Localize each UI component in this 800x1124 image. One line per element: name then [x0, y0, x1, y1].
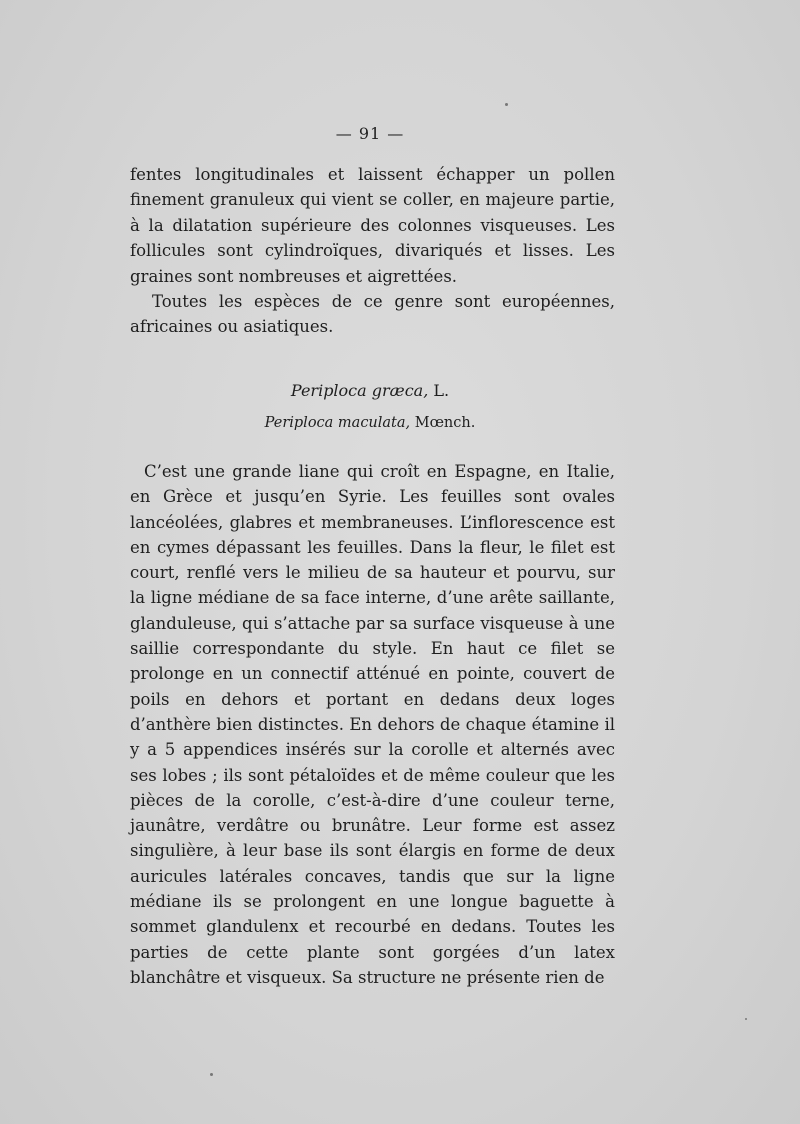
paper-speck: [745, 1018, 747, 1020]
species-author: L.: [433, 381, 450, 400]
paper-speck: [210, 1073, 213, 1076]
paper-speck: [505, 103, 508, 106]
paragraph-description: C’est une grande liane qui croît en Espagne, en Italie, en Grèce et jusqu’en Syrie. Les feuilles sont ovales lancéolées, glabres et membraneuses. L’inflorescence est en cymes dépassant les feuilles. Dans la fleur, le filet est court, renflé vers le milieu de sa hauteur et pourvu, sur la ligne médiane de sa face interne, d’une arête saillante, glanduleuse, qui s’attache par sa surface visqueuse à une saillie correspondante du style. En haut ce filet se prolonge en un connectif atténué en pointe, couvert de poils en dehors et portant en dedans deux loges d’anthère bien distinctes. En dehors de chaque étamine il y a 5 appendices insérés sur la corolle et alternés avec ses lobes ; ils sont pétaloïdes et de même couleur que les pièces de la corolle, c’est-à-dire d’une couleur terne, jaunâtre, verdâtre ou brunâtre. Leur forme est assez singulière, à leur base ils sont élargis en forme de deux auricules latérales concaves, tandis que sur la ligne médiane ils se prolongent en une longue baguette à sommet glandulenx et recourbé en dedans. Toutes les parties de cette plante sont gorgées d’un latex blanchâtre et visqueux. Sa structure ne présente rien de: [130, 462, 615, 987]
paragraph-follicles: fentes longitudinales et laissent échapper un pollen finement granuleux qui vient se coller, en majeure partie, à la dilatation supérieure des colonnes visqueuses. Les follicules sont cylindroïques, divariqués et lisses. Les graines sont nombreuses et aigrettées.: [130, 165, 615, 286]
page-number: — 91 —: [335, 124, 405, 143]
paragraph-species-distribution: Toutes les espèces de ce genre sont européennes, africaines ou asiatiques.: [130, 292, 615, 337]
synonym-author: Mœnch.: [414, 415, 476, 431]
synonym-name: Periploca maculata,: [264, 415, 411, 431]
species-heading: [0, 380, 740, 402]
species-name: Periploca græca,: [290, 381, 429, 400]
species-synonym: [0, 413, 740, 433]
